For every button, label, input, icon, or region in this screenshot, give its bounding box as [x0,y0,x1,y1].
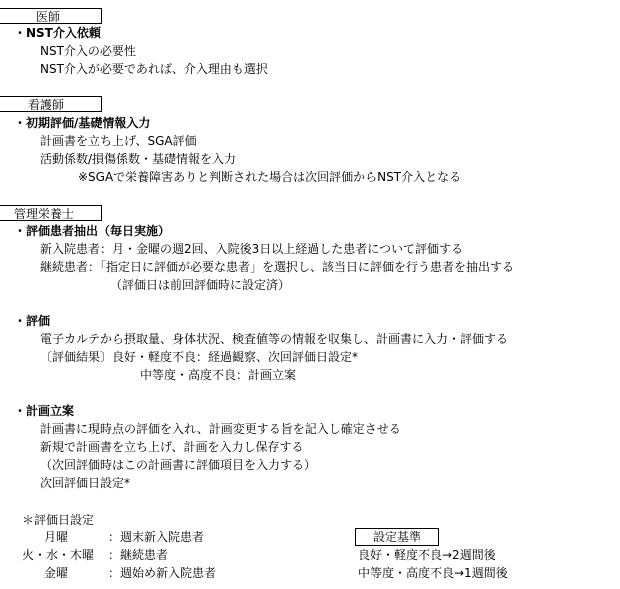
criteria-title: 設定基準 [372,530,421,544]
text-line: NST介入が必要であれば、介入理由も選択 [40,62,268,76]
text-line: 計画書に現時点の評価を入れ、計画変更する旨を記入し確定させる [40,422,401,436]
role-header-nurse [0,96,102,112]
text-line: 〔評価結果〕良好・軽度不良：経過観察、次回評価日設定* [40,350,359,364]
role-label: 看護師 [28,98,65,112]
criteria-title-box [355,528,439,546]
role-header-doctor [0,8,102,24]
text-line: 新入院患者：月・金曜の週2回、入院後3日以上経過した患者について評価する [40,242,464,256]
schedule-value: ：継続患者 [108,548,169,562]
text-line: 次回評価日設定* [40,476,131,490]
text-line: 継続患者：「指定日に評価が必要な患者」を選択し、該当日に評価を行う患者を抽出する [40,260,515,274]
section-title-nst-request: ・NST介入依頼 [14,26,101,40]
text-line: （次回評価時はこの計画書に評価項目を入力する） [40,458,317,472]
role-label: 医師 [36,10,61,24]
text-line: 活動係数/損傷係数・基礎情報を入力 [40,152,237,166]
role-label: 管理栄養士 [14,207,75,221]
note-line: ※SGAで栄養障害ありと判断された場合は次回評価からNST介入となる [78,170,462,184]
schedule-day: 火・水・木曜 [22,548,95,562]
criteria-line: 良好・軽度不良→2週間後 [358,548,496,562]
role-header-dietitian [0,205,102,221]
section-title-extraction: ・評価患者抽出（毎日実施） [14,224,171,238]
schedule-day: 月曜 [44,530,69,544]
section-title-planning: ・計画立案 [14,404,75,418]
text-line: 中等度・高度不良：計画立案 [140,368,297,382]
schedule-value: ：週末新入院患者 [108,530,205,544]
text-line: 計画書を立ち上げ、SGA評価 [40,134,197,148]
text-line: （評価日は前回評価時に設定済） [110,278,291,292]
footnote-title: ＊評価日設定 [22,513,95,527]
text-line: NST介入の必要性 [40,44,136,58]
section-title-evaluation: ・評価 [14,314,51,328]
section-title-initial-eval: ・初期評価/基礎情報入力 [14,116,151,130]
criteria-line: 中等度・高度不良→1週間後 [358,566,508,580]
schedule-day: 金曜 [44,566,69,580]
text-line: 新規で計画書を立ち上げ、計画を入力し保存する [40,440,304,454]
text-line: 電子カルテから摂取量、身体状況、検査値等の情報を収集し、計画書に入力・評価する [40,332,509,346]
schedule-value: ：週始め新入院患者 [108,566,217,580]
